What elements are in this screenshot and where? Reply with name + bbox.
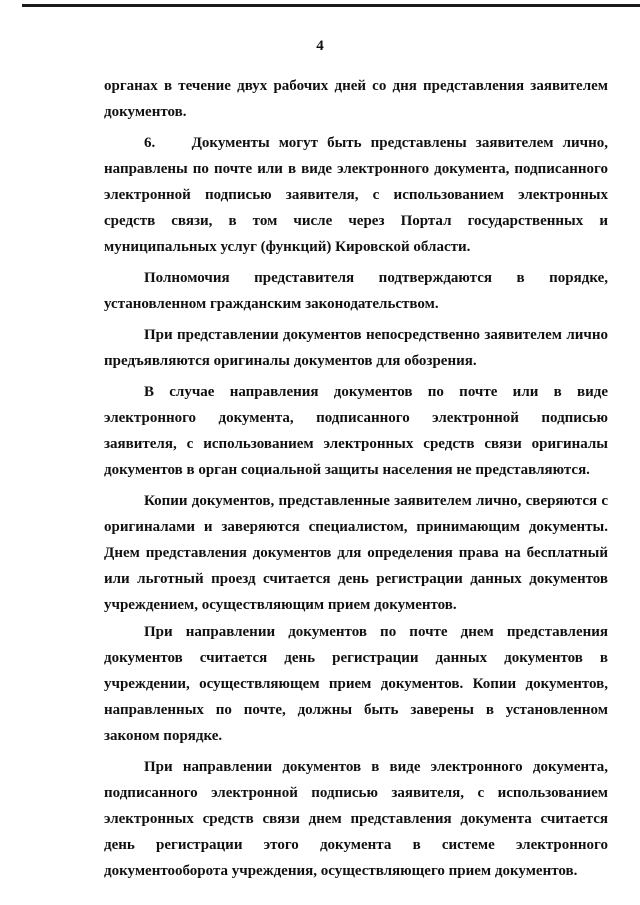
paragraph-5: В случае направления документов по почте или в виде электронного документа, подписанного электронной подписью заявителя, с использованием электронных средств связи оригиналы документов в орган социальной защиты населения не представляются. — [104, 384, 608, 478]
paragraph-7: При направлении документов по почте днем представления документов считается день регистрации данных документов в учреждении, осуществляющем прием документов. Копии документов, направленных по почте, должны быть заверены в установленном законом порядке. — [104, 624, 608, 744]
paragraph-1: органах в течение двух рабочих дней со дня представления заявителем документов. — [104, 78, 608, 120]
page-number: 4 — [316, 38, 324, 54]
top-border-line — [22, 4, 640, 7]
paragraph-4: При представлении документов непосредственно заявителем лично предъявляются оригиналы документов для обозрения. — [104, 327, 608, 369]
paragraph-6: Копии документов, представленные заявителем лично, сверяются с оригиналами и заверяются специалистом, принимающим документы. Днем представления документов для определения права на бесплатный или льготный проезд считается день регистрации данных документов учреждением, осуществляющим прием документов. — [104, 493, 608, 613]
paragraph-3: Полномочия представителя подтверждаются в порядке, установленном гражданским законодательством. — [104, 270, 608, 312]
paragraph-2: 6. Документы могут быть представлены заявителем лично, направлены по почте или в виде электронного документа, подписанного электронной подписью заявителя, с использованием электронных средств связи, в том числе через Портал государственных и муниципальных услуг (функций) Кировской области. — [104, 135, 608, 255]
paragraph-8: При направлении документов в виде электронного документа, подписанного электронной подписью заявителя, с использованием электронных средств связи днем представления документа считается день регистрации этого документа в системе электронного документооборота учреждения, осуществляющего прием документов. — [104, 759, 608, 879]
document-body — [104, 73, 608, 889]
